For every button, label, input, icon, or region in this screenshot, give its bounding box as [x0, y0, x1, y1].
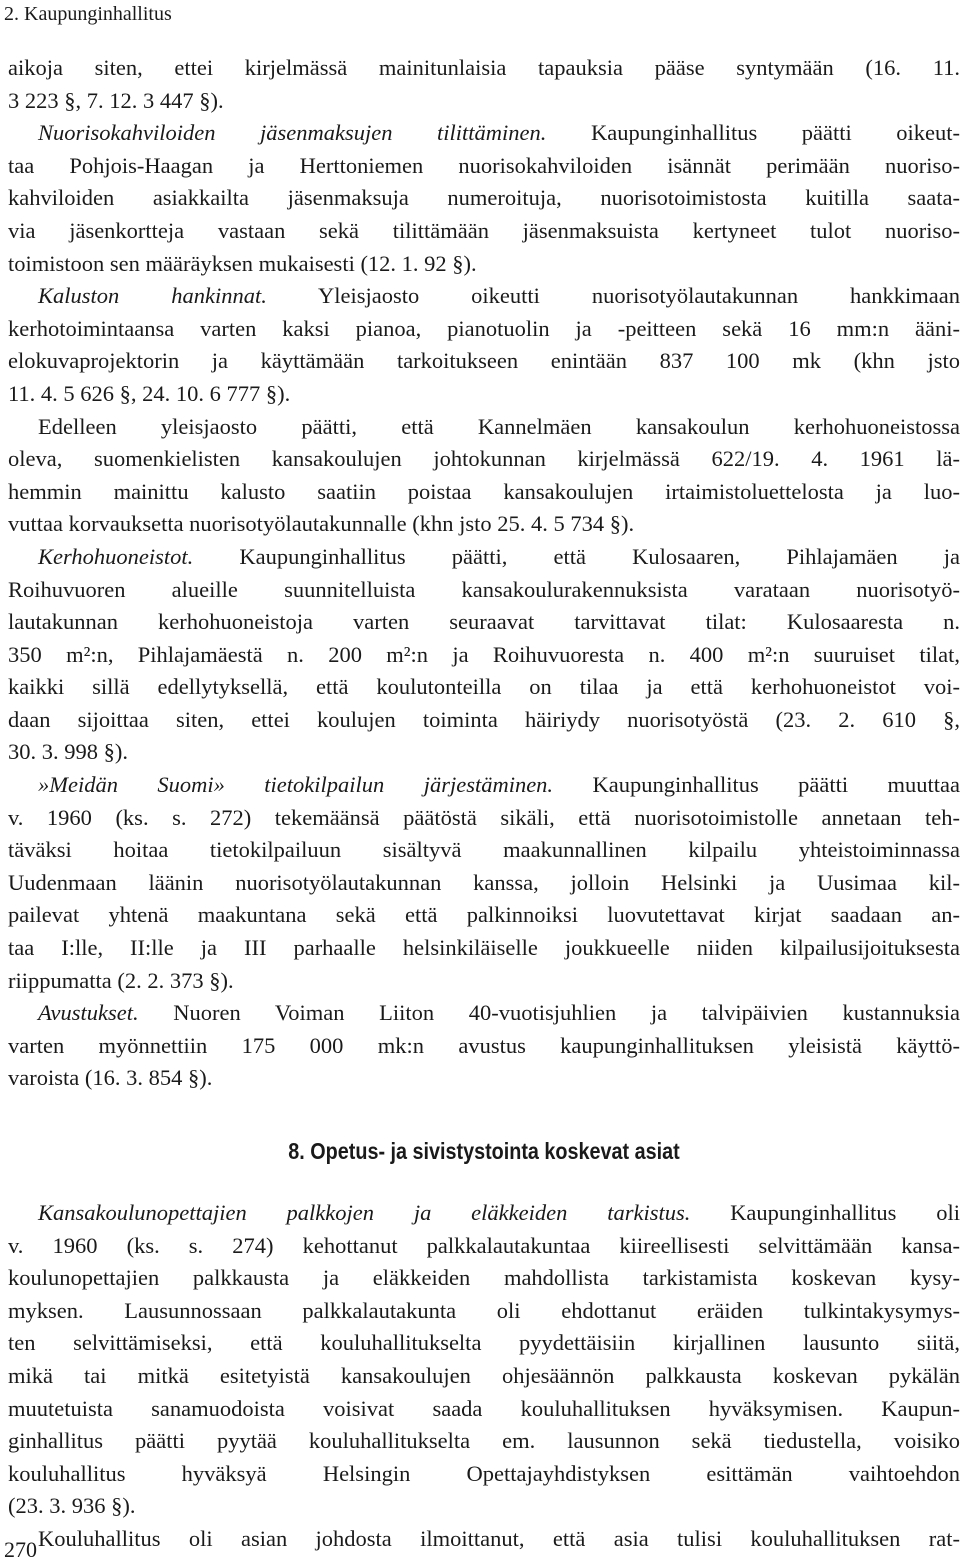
- text-line: v. 1960 (ks. s. 274) kehottanut palkkalautakuntaa kiireellisesti selvittämään kansa-: [8, 1232, 960, 1258]
- section-title: Kerhohuoneistot.: [38, 543, 194, 569]
- text-run: Kaupunginhallitus päätti oikeut-: [546, 120, 960, 146]
- text-line: hemmin mainittu kalusto saatiin poistaa kansakoulujen irtaimistoluettelosta ja luo-: [8, 478, 960, 504]
- text-line: v. 1960 (ks. s. 272) tekemäänsä päätöstä sikäli, että nuorisotoimistolle annetaan teh-: [8, 804, 960, 830]
- text-line: elokuvaprojektorin ja käyttämään tarkoitukseen enintään 837 100 mk (khn jsto: [8, 348, 960, 374]
- paragraph-start: [8, 541, 960, 574]
- text-line: 350 m²:n, Pihlajamäestä n. 200 m²:n ja Roihuvuoresta n. 400 m²:n suuruiset tilat,: [8, 641, 960, 667]
- text-line: myksen. Lausunnossaan palkkalautakunta oli ehdottanut eräiden tulkintakysymys-: [8, 1297, 960, 1323]
- text-line: kouluhallitus hyväksyä Helsingin Opettajayhdistyksen esittämän vaihtoehdon: [8, 1460, 960, 1486]
- section-heading: 8. Opetus- ja sivistystointa koskevat asiat: [288, 1138, 680, 1164]
- text-line: via jäsenkortteja vastaan sekä tilittämään jäsenmaksuista kertyneet tulot nuoriso-: [8, 217, 960, 243]
- paragraph-start: [8, 997, 960, 1030]
- text-line: kahviloiden asiakkailta jäsenmaksuja numeroituja, nuorisotoimistosta kuitilla saata-: [8, 185, 960, 211]
- text-line: koulunopettajien palkkausta ja eläkkeiden mahdollista tarkistamista koskevan kysy-: [8, 1265, 960, 1291]
- text-line: riippumatta (2. 2. 373 §).: [8, 967, 234, 993]
- text-line: toimistoon sen määräyksen mukaisesti (12. 1. 92 §).: [8, 250, 477, 276]
- paragraph-start: [8, 769, 960, 802]
- text-line: daan sijoittaa siten, ettei koulujen toiminta häiriydy nuorisotyöstä (23. 2. 610 §,: [8, 706, 960, 732]
- text-run: Nuoren Voiman Liiton 40-vuotisjuhlien ja talvipäivien kustannuksia: [138, 1000, 960, 1026]
- section-title: Avustukset.: [38, 1000, 139, 1026]
- text-line: pailevat yhtenä maakuntana sekä että palkinnoiksi luovutettavat kirjat saadaan an-: [8, 902, 960, 928]
- paragraph-start: [8, 1197, 960, 1230]
- text-line: kaikki sillä edellytyksellä, että koulutonteilla on tilaa ja että kerhohuoneistot voi-: [8, 674, 960, 700]
- text-line: varoista (16. 3. 854 §).: [8, 1065, 213, 1091]
- text-run: Kaupunginhallitus päätti, että Kulosaaren, Pihlajamäen ja: [193, 543, 960, 569]
- body-text: [8, 52, 960, 1556]
- text-line: Roihuvuoren alueille suunnitelluista kansakoulurakennuksista varataan nuorisotyö-: [8, 576, 960, 602]
- text-line: Uudenmaan läänin nuorisotyölautakunnan kanssa, jolloin Helsinki ja Uusimaa kil-: [8, 869, 960, 895]
- text-line: taa I:lle, II:lle ja III parhaalle helsinkiläiselle joukkueelle niiden kilpailusijoituksesta: [8, 935, 960, 961]
- section-title: Kaluston hankinnat.: [38, 283, 267, 309]
- text-line: ginhallitus päätti pyytää kouluhallitukselta em. lausunnon sekä tiedustella, voisiko: [8, 1428, 960, 1454]
- text-line: mikä tai mitkä esitetyistä kansakoulujen ohjesäännön palkkausta koskevan pykälän: [8, 1362, 960, 1388]
- paragraph-start: Edelleen yleisjaosto päätti, että Kannelmäen kansakoulun kerhohuoneistossa: [38, 413, 960, 439]
- text-line: 3 223 §, 7. 12. 3 447 §).: [8, 87, 224, 113]
- text-run: Yleisjaosto oikeutti nuorisotyölautakunnan hankkimaan: [266, 283, 960, 309]
- text-line: oleva, suomenkielisten kansakoulujen johtokunnan kirjelmässä 622/19. 4. 1961 lä-: [8, 446, 960, 472]
- text-line: täväksi hoitaa tietokilpailuun sisältyvä maakunnallinen kilpailu yhteistoiminnassa: [8, 837, 960, 863]
- text-line: varten myönnettiin 175 000 mk:n avustus kaupunginhallituksen yleisistä käyttö-: [8, 1032, 960, 1058]
- paragraph-start: Kouluhallitus oli asian johdosta ilmoittanut, että asia tulisi kouluhallituksen rat-: [38, 1525, 960, 1551]
- section-title: Kansakoulunopettajien palkkojen ja eläkkeiden tarkistus.: [38, 1200, 691, 1225]
- text-line: muutetuista sanamuodoista voisivat saada kouluhallituksen hyväksymisen. Kaupun-: [8, 1395, 960, 1421]
- text-line: (23. 3. 936 §).: [8, 1493, 136, 1519]
- text-line: vuttaa korvauksetta nuorisotyölautakunnalle (khn jsto 25. 4. 5 734 §).: [8, 511, 635, 537]
- text-line: taa Pohjois-Haagan ja Herttoniemen nuorisokahviloiden isännät perimään nuoriso-: [8, 152, 960, 178]
- text-line: 11. 4. 5 626 §, 24. 10. 6 777 §).: [8, 380, 291, 406]
- paragraph-start: [8, 280, 960, 313]
- text-line: 30. 3. 998 §).: [8, 739, 128, 765]
- text-line: lautakunnan kerhohuoneistoja varten seuraavat tarvittavat tilat: Kulosaaresta n.: [8, 609, 960, 635]
- text-run: Kaupunginhallitus oli: [690, 1200, 960, 1225]
- section-title: »Meidän Suomi» tietokilpailun järjestäminen.: [38, 772, 554, 798]
- spacer: [8, 1171, 960, 1197]
- text-line: ten selvittämiseksi, että kouluhallitukselta pyydettäisiin kirjallinen lausunto siitä,: [8, 1330, 960, 1356]
- running-head: 2. Kaupunginhallitus: [4, 3, 172, 25]
- section-title: Nuorisokahviloiden jäsenmaksujen tilittäminen.: [38, 120, 547, 146]
- text-line: kerhotoimintaansa varten kaksi pianoa, pianotuolin ja -peitteen sekä 16 mm:n ääni-: [8, 315, 960, 341]
- text-line: aikoja siten, ettei kirjelmässä mainitunlaisia tapauksia pääse syntymään (16. 11.: [8, 55, 960, 80]
- spacer: [8, 1095, 960, 1131]
- page-number: 270: [4, 1537, 37, 1562]
- paragraph-start: [8, 117, 960, 150]
- text-run: Kaupunginhallitus päätti muuttaa: [553, 772, 960, 798]
